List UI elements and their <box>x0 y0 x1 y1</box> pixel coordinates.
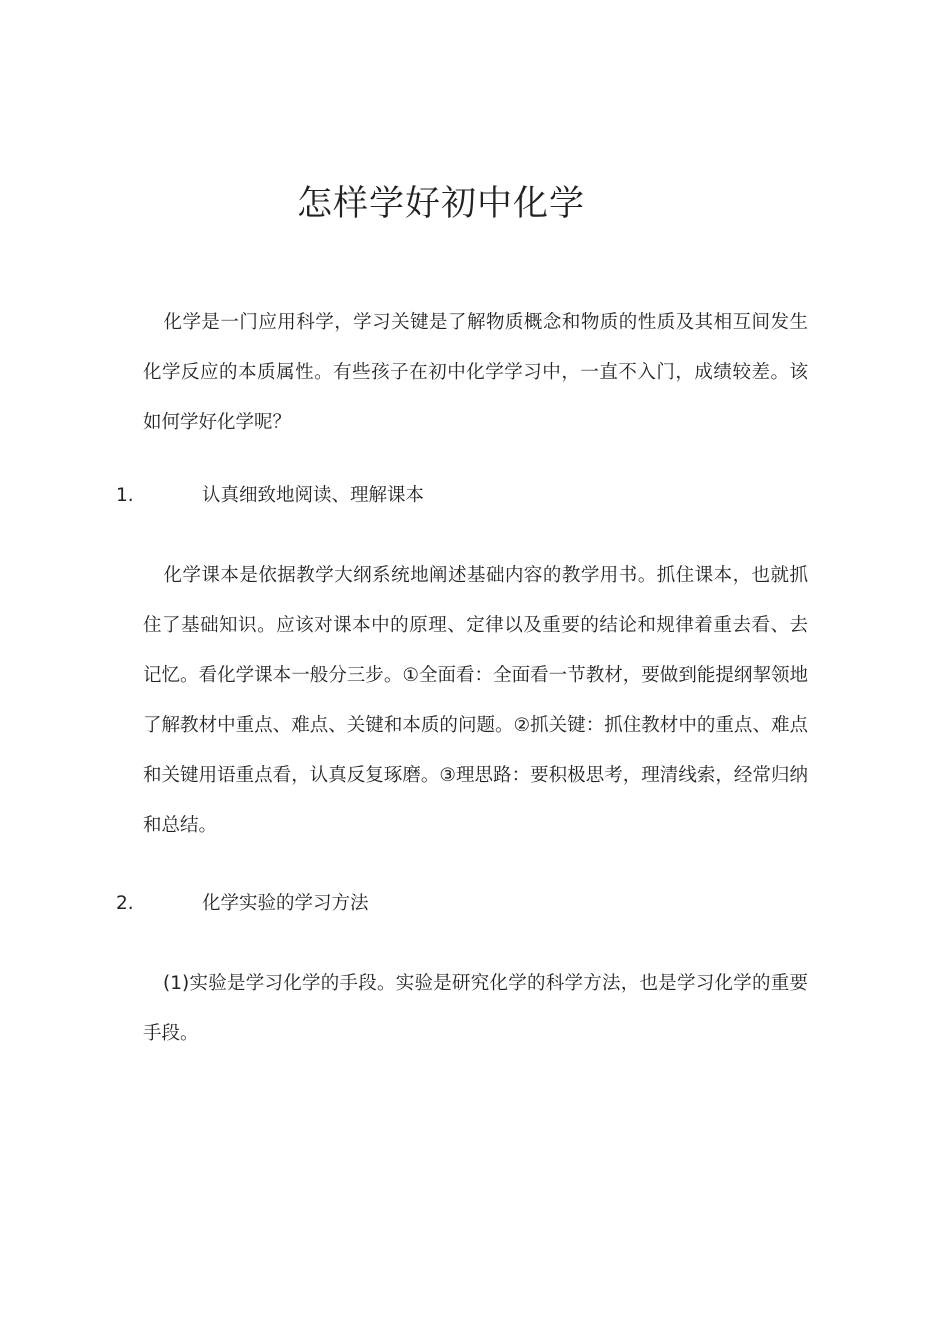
document-title: 怎样学好初中化学 <box>296 184 585 224</box>
section-heading-text-2: 化学实验的学习方法 <box>202 893 369 914</box>
section-body-1 <box>143 551 808 851</box>
intro-text: 化学是一门应用科学，学习关键是了解物质概念和物质的性质及其相互间发生化学反应的本质属性。有些孩子在初中化学学习中，一直不入门，成绩较差。该如何学好化学呢？ <box>143 312 808 433</box>
section-heading-1 <box>116 481 424 511</box>
section-body-text-1: 化学课本是依据教学大纲系统地阐述基础内容的教学用书。抓住课本，也就抓住了基础知识。应该对课本中的原理、定律以及重要的结论和规律着重去看、去记忆。看化学课本一般分三步。①全面看：全面看一节教材，要做到能提纲挈领地了解教材中重点、难点、关键和本质的问题。②抓关键：抓住教材中的重点、难点和关键用语重点看，认真反复琢磨。③理思路：要积极思考，理清线索，经常归纳和总结。 <box>143 565 808 836</box>
section-number-2: 2. <box>116 893 134 914</box>
intro-paragraph <box>143 298 808 448</box>
section-number-1: 1. <box>116 485 134 506</box>
section-heading-2 <box>116 889 369 919</box>
section-body-2 <box>143 959 808 1059</box>
section-heading-text-1: 认真细致地阅读、理解课本 <box>202 485 425 506</box>
section-body-text-2: (1)实验是学习化学的手段。实验是研究化学的科学方法，也是学习化学的重要手段。 <box>143 973 808 1044</box>
